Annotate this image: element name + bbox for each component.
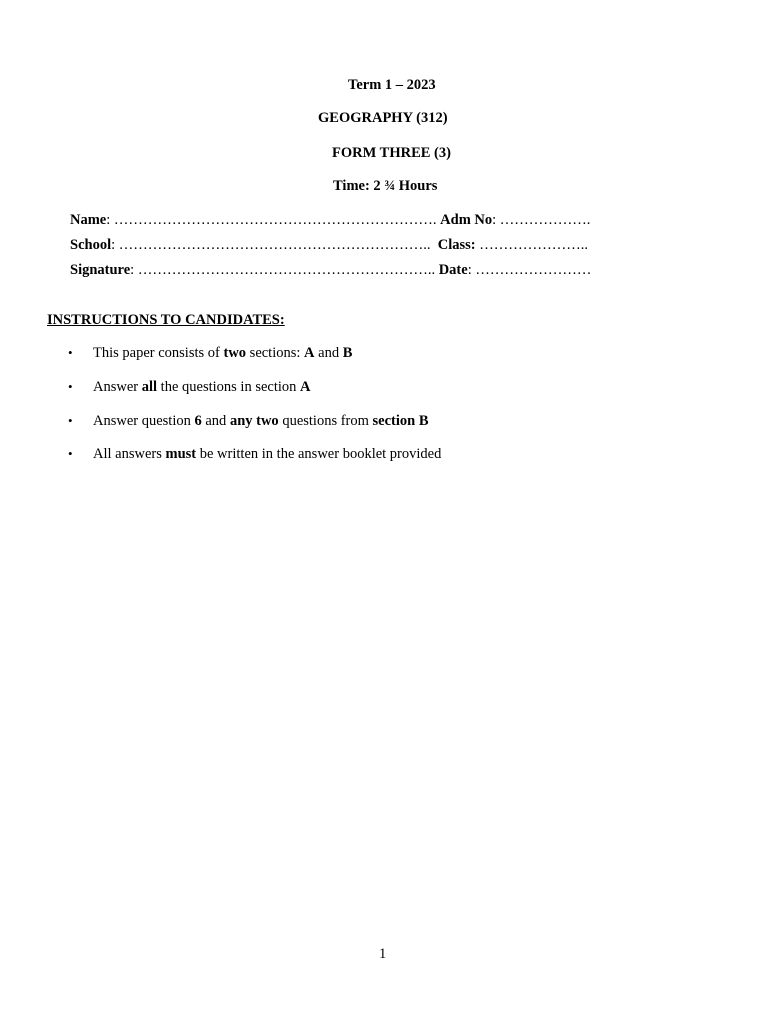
time-allowed: Time: 2 ¾ Hours: [333, 178, 438, 194]
signature-field-dots: : ……………………………………………………..: [130, 262, 439, 278]
instructions-heading: INSTRUCTIONS TO CANDIDATES:: [47, 312, 285, 328]
bullet-icon: •: [68, 345, 73, 360]
school-class-row: [70, 237, 588, 254]
bullet-icon: •: [68, 446, 73, 461]
instruction-item: • This paper consists of two sections: A and B: [68, 345, 353, 361]
name-label: Name: [70, 212, 107, 228]
school-field-dots: : ………………………………………………………..: [111, 237, 438, 253]
adm-no-field-dots: : ……………….: [492, 212, 591, 228]
instruction-item: • Answer question 6 and any two questions from section B: [68, 413, 429, 429]
bullet-icon: •: [68, 413, 73, 428]
name-field-dots: : ………………………………………………………….: [106, 212, 441, 228]
signature-label: Signature: [70, 262, 131, 278]
bullet-icon: •: [68, 379, 73, 394]
signature-date-row: [70, 262, 591, 279]
instruction-item: • All answers must be written in the answer booklet provided: [68, 446, 442, 462]
term-title: Term 1 – 2023: [348, 77, 436, 93]
instruction-item: • Answer all the questions in section A: [68, 379, 311, 395]
adm-no-label: Adm No: [440, 212, 493, 228]
name-adm-row: [70, 212, 590, 229]
form-title: FORM THREE (3): [332, 145, 451, 161]
subject-title: GEOGRAPHY (312): [318, 110, 448, 126]
date-label: Date: [438, 262, 468, 278]
class-label: Class:: [437, 237, 476, 253]
date-field-dots: : ……………………: [467, 262, 592, 278]
school-label: School: [70, 237, 112, 253]
page-number: 1: [379, 946, 387, 962]
class-field-dots: …………………..: [475, 237, 588, 253]
